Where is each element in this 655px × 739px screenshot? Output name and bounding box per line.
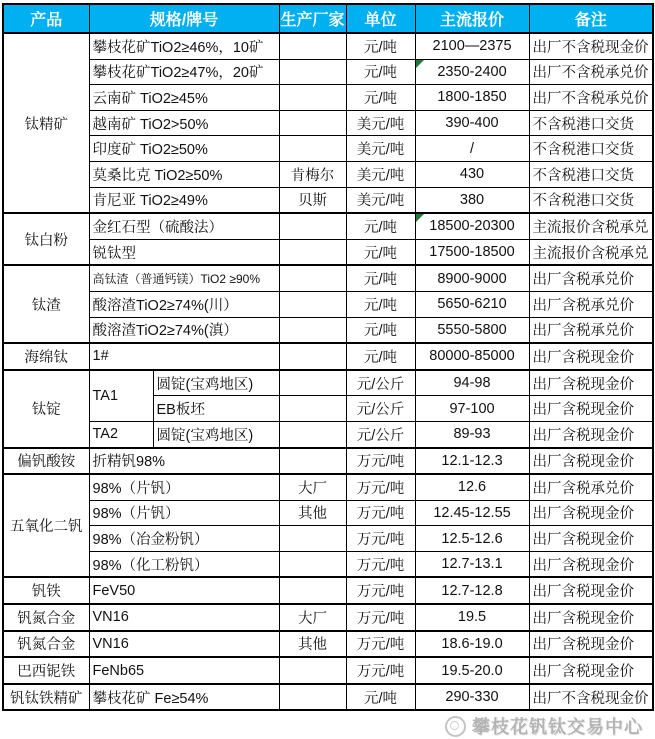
spec-cell: 攀枝花矿TiO2≥46%，10矿: [89, 33, 279, 59]
table-row: [3, 448, 653, 475]
product-cell: 钛精矿: [3, 33, 89, 213]
vendor-cell: [279, 526, 346, 552]
note-cell: 不含税港口交货: [529, 110, 653, 136]
vendor-cell: 其他: [279, 500, 346, 526]
product-cell: 海绵钛: [3, 343, 89, 370]
vendor-cell: [279, 59, 346, 85]
unit-cell: 万元/吨: [346, 604, 415, 631]
vendor-cell: [279, 265, 346, 291]
price-cell: 89-93: [415, 421, 529, 447]
price-cell: 2100—2375: [415, 33, 529, 59]
note-cell: 出厂含税现金价: [529, 604, 653, 631]
table-row: [3, 474, 653, 500]
price-cell: 12.45-12.55: [415, 500, 529, 526]
price-cell: 12.1-12.3: [415, 448, 529, 475]
table-row: [3, 136, 653, 162]
product-cell: 钒钛铁精矿: [3, 684, 89, 711]
note-cell: 不含税港口交货: [529, 187, 653, 213]
spec-cell: 酸溶渣TiO2≥74%(川）: [89, 291, 279, 317]
note-cell: 不含税港口交货: [529, 161, 653, 187]
spec-cell: VN16: [89, 631, 279, 658]
table-row: [3, 500, 653, 526]
note-cell: 出厂不含税现金价: [529, 684, 653, 711]
unit-cell: 美元/吨: [346, 110, 415, 136]
table-row: [3, 110, 653, 136]
vendor-cell: [279, 291, 346, 317]
unit-cell: 万元/吨: [346, 448, 415, 475]
vendor-cell: [279, 343, 346, 370]
table-row: [3, 343, 653, 370]
spec-cell: 98%（化工粉钒）: [89, 551, 279, 577]
spec-cell: 莫桑比克 TiO2≥50%: [89, 161, 279, 187]
table-row: [3, 213, 653, 239]
grade-cell: TA2: [89, 421, 153, 447]
note-cell: 出厂含税现金价: [529, 448, 653, 475]
spec-cell: 高钛渣（普通钙镁）TiO2 ≥90%: [89, 265, 279, 291]
note-cell: 出厂含税承兑价: [529, 474, 653, 500]
table-row: [3, 317, 653, 343]
product-cell: 钒氮合金: [3, 604, 89, 631]
price-cell: 19.5: [415, 604, 529, 631]
column-header-3: 单位: [346, 4, 415, 33]
spec-cell: EB板坯: [153, 396, 279, 422]
vendor-cell: [279, 136, 346, 162]
price-cell: /: [415, 136, 529, 162]
price-cell: 12.7-12.8: [415, 577, 529, 604]
unit-cell: 万元/吨: [346, 551, 415, 577]
product-cell: 钛锭: [3, 370, 89, 448]
note-cell: 出厂含税现金价: [529, 631, 653, 658]
watermark-text: 攀枝花钒钛交易中心: [472, 717, 643, 738]
note-cell: 出厂含税现金价: [529, 343, 653, 370]
unit-cell: 元/吨: [346, 343, 415, 370]
spec-cell: 圆锭(宝鸡地区): [153, 370, 279, 396]
price-cell: 80000-85000: [415, 343, 529, 370]
price-cell: 1800-1850: [415, 85, 529, 111]
product-cell: 巴西铌铁: [3, 657, 89, 684]
price-table: [2, 3, 654, 711]
table-header-row: [3, 4, 653, 33]
note-cell: 出厂含税现金价: [529, 577, 653, 604]
product-cell: 钒氮合金: [3, 631, 89, 658]
price-cell: 97-100: [415, 396, 529, 422]
price-cell: 12.7-13.1: [415, 551, 529, 577]
table-row: [3, 85, 653, 111]
note-cell: 出厂含税现金价: [529, 370, 653, 396]
note-cell: 出厂含税现金价: [529, 551, 653, 577]
note-cell: 出厂含税承兑价: [529, 317, 653, 343]
note-cell: 出厂不含税现金价: [529, 33, 653, 59]
unit-cell: 万元/吨: [346, 657, 415, 684]
price-cell: 8900-9000: [415, 265, 529, 291]
column-header-5: 备注: [529, 4, 653, 33]
unit-cell: 元/公斤: [346, 421, 415, 447]
price-cell: 2350-2400: [415, 59, 529, 85]
price-cell: 5550-5800: [415, 317, 529, 343]
table-row: [3, 59, 653, 85]
vendor-cell: 肯梅尔: [279, 161, 346, 187]
price-cell: 17500-18500: [415, 239, 529, 265]
unit-cell: 元/公斤: [346, 396, 415, 422]
vendor-cell: [279, 317, 346, 343]
table-row: [3, 604, 653, 631]
spec-cell: 印度矿 TiO2≥50%: [89, 136, 279, 162]
column-header-1: 规格/牌号: [89, 4, 279, 33]
note-cell: 出厂含税现金价: [529, 396, 653, 422]
vendor-cell: [279, 551, 346, 577]
note-cell: 出厂含税现金价: [529, 421, 653, 447]
table-row: [3, 526, 653, 552]
spec-cell: 98%（冶金粉钒）: [89, 526, 279, 552]
table-row: [3, 33, 653, 59]
vendor-cell: [279, 213, 346, 239]
price-cell: 94-98: [415, 370, 529, 396]
spec-cell: 越南矿 TiO2>50%: [89, 110, 279, 136]
price-cell: 19.5-20.0: [415, 657, 529, 684]
price-cell: 430: [415, 161, 529, 187]
spec-cell: 1#: [89, 343, 279, 370]
unit-cell: 元/吨: [346, 59, 415, 85]
spec-cell: 折精钒98%: [89, 448, 279, 475]
unit-cell: 元/吨: [346, 317, 415, 343]
table-row: [3, 657, 653, 684]
unit-cell: 美元/吨: [346, 161, 415, 187]
column-header-2: 生产厂家: [279, 4, 346, 33]
note-cell: 出厂含税承兑价: [529, 265, 653, 291]
product-cell: 钛白粉: [3, 213, 89, 265]
vendor-cell: [279, 33, 346, 59]
vendor-cell: 其他: [279, 631, 346, 658]
spec-cell: 肯尼亚 TiO2≥49%: [89, 187, 279, 213]
spec-cell: 圆锭(宝鸡地区): [153, 421, 279, 447]
spec-cell: 锐钛型: [89, 239, 279, 265]
column-header-0: 产品: [3, 4, 89, 33]
spec-cell: VN16: [89, 604, 279, 631]
spec-cell: 98%（片钒）: [89, 474, 279, 500]
price-cell: 18500-20300: [415, 213, 529, 239]
spec-cell: 云南矿 TiO2≥45%: [89, 85, 279, 111]
unit-cell: 万元/吨: [346, 474, 415, 500]
vendor-cell: [279, 577, 346, 604]
trade-center-logo-icon: [445, 716, 466, 737]
watermark: [2, 713, 643, 739]
vendor-cell: [279, 657, 346, 684]
vendor-cell: [279, 421, 346, 447]
price-cell: 12.6: [415, 474, 529, 500]
note-cell: 出厂含税现金价: [529, 500, 653, 526]
unit-cell: 万元/吨: [346, 500, 415, 526]
note-cell: 不含税港口交货: [529, 136, 653, 162]
unit-cell: 元/吨: [346, 213, 415, 239]
spec-cell: 酸溶渣TiO2≥74%(滇）: [89, 317, 279, 343]
unit-cell: 元/吨: [346, 684, 415, 711]
vendor-cell: [279, 448, 346, 475]
unit-cell: 元/吨: [346, 85, 415, 111]
table-row: [3, 421, 653, 447]
unit-cell: 万元/吨: [346, 631, 415, 658]
vendor-cell: [279, 370, 346, 396]
vendor-cell: 大厂: [279, 604, 346, 631]
vendor-cell: 贝斯: [279, 187, 346, 213]
column-header-4: 主流报价: [415, 4, 529, 33]
unit-cell: 元/吨: [346, 291, 415, 317]
unit-cell: 元/吨: [346, 265, 415, 291]
table-row: [3, 187, 653, 213]
product-cell: 钒铁: [3, 577, 89, 604]
price-cell: 18.6-19.0: [415, 631, 529, 658]
product-cell: 偏钒酸铵: [3, 448, 89, 475]
spec-cell: 攀枝花矿TiO2≥47%，20矿: [89, 59, 279, 85]
table-row: [3, 631, 653, 658]
spec-cell: 98%（片钒）: [89, 500, 279, 526]
spec-cell: 攀枝花矿 Fe≥54%: [89, 684, 279, 711]
grade-cell: TA1: [89, 370, 153, 422]
note-cell: 出厂含税承兑价: [529, 291, 653, 317]
table-row: [3, 239, 653, 265]
table-row: [3, 161, 653, 187]
vendor-cell: [279, 396, 346, 422]
unit-cell: 万元/吨: [346, 577, 415, 604]
unit-cell: 元/公斤: [346, 370, 415, 396]
note-cell: 主流报价含税承兑: [529, 239, 653, 265]
table-row: [3, 370, 653, 396]
note-cell: 出厂不含税承兑价: [529, 59, 653, 85]
table-row: [3, 291, 653, 317]
price-cell: 290-330: [415, 684, 529, 711]
table-row: [3, 265, 653, 291]
vendor-cell: [279, 85, 346, 111]
table-row: [3, 684, 653, 711]
price-cell: 390-400: [415, 110, 529, 136]
table-row: [3, 551, 653, 577]
unit-cell: 美元/吨: [346, 136, 415, 162]
spec-cell: 金红石型（硫酸法）: [89, 213, 279, 239]
vendor-cell: [279, 110, 346, 136]
vendor-cell: [279, 684, 346, 711]
vendor-cell: [279, 239, 346, 265]
product-cell: 钛渣: [3, 265, 89, 343]
table-row: [3, 577, 653, 604]
note-cell: 主流报价含税承兑: [529, 213, 653, 239]
note-cell: 出厂不含税承兑价: [529, 85, 653, 111]
unit-cell: 元/吨: [346, 239, 415, 265]
spec-cell: FeNb65: [89, 657, 279, 684]
note-cell: 出厂含税现金价: [529, 657, 653, 684]
price-cell: 5650-6210: [415, 291, 529, 317]
product-cell: 五氧化二钒: [3, 474, 89, 577]
unit-cell: 美元/吨: [346, 187, 415, 213]
unit-cell: 万元/吨: [346, 526, 415, 552]
price-cell: 12.5-12.6: [415, 526, 529, 552]
unit-cell: 元/吨: [346, 33, 415, 59]
spec-cell: FeV50: [89, 577, 279, 604]
note-cell: 出厂含税现金价: [529, 526, 653, 552]
vendor-cell: 大厂: [279, 474, 346, 500]
price-cell: 380: [415, 187, 529, 213]
